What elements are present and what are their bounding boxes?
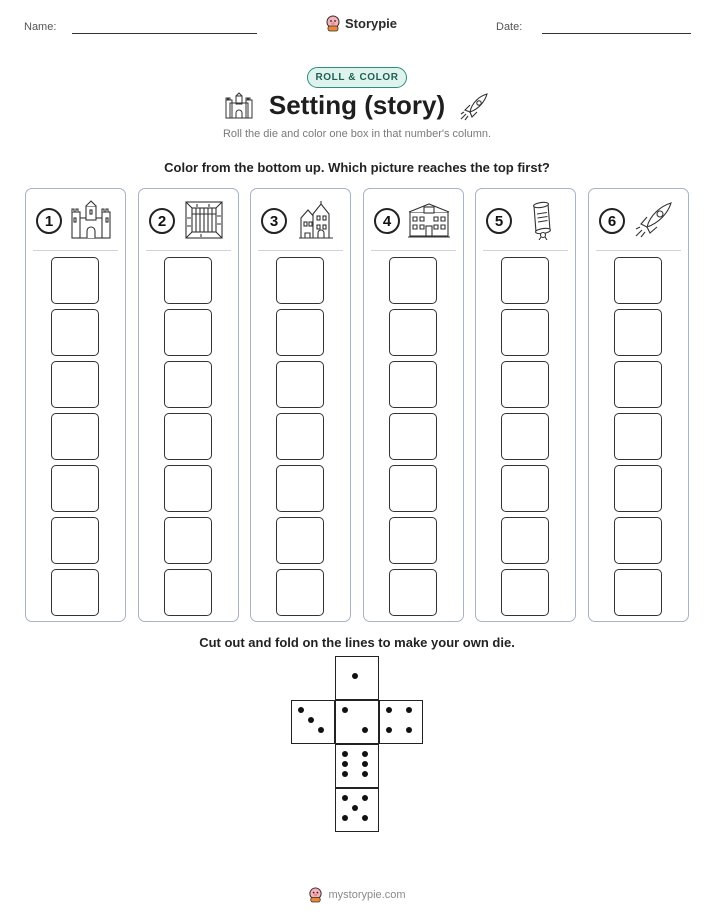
school-building-icon <box>408 200 450 240</box>
color-box[interactable] <box>276 361 324 408</box>
scroll-icon <box>520 200 562 240</box>
roll-column-1 <box>25 188 126 622</box>
column-number: 6 <box>599 208 625 234</box>
page-title: Setting (story) <box>268 90 446 120</box>
die-pip <box>362 727 368 733</box>
die-face-3 <box>291 700 335 744</box>
die-pip <box>386 707 392 713</box>
die-face-2 <box>335 700 379 744</box>
column-number: 3 <box>261 208 287 234</box>
rocket-icon <box>633 200 675 240</box>
footer-url[interactable]: mystorypie.com <box>328 888 406 901</box>
color-box[interactable] <box>501 517 549 564</box>
column-divider <box>483 250 568 251</box>
color-box[interactable] <box>389 361 437 408</box>
color-box[interactable] <box>614 361 662 408</box>
column-header <box>589 189 688 251</box>
color-box[interactable] <box>51 309 99 356</box>
color-box[interactable] <box>51 413 99 460</box>
color-box[interactable] <box>389 517 437 564</box>
die-pip <box>406 707 412 713</box>
color-box[interactable] <box>501 257 549 304</box>
color-box[interactable] <box>389 257 437 304</box>
roll-column-6 <box>588 188 689 622</box>
color-box[interactable] <box>51 517 99 564</box>
haunted-house-icon <box>295 200 337 240</box>
die-face-4 <box>379 700 423 744</box>
column-number: 4 <box>374 208 400 234</box>
die-pip <box>362 815 368 821</box>
rocket-title-icon <box>458 92 490 122</box>
pig-mascot-icon <box>325 14 341 32</box>
color-box[interactable] <box>501 309 549 356</box>
die-pip <box>342 771 348 777</box>
column-header <box>476 189 575 251</box>
color-box[interactable] <box>614 309 662 356</box>
date-line[interactable] <box>542 33 691 34</box>
color-box[interactable] <box>276 465 324 512</box>
color-box[interactable] <box>501 465 549 512</box>
column-divider <box>33 250 118 251</box>
color-box[interactable] <box>501 569 549 616</box>
roll-column-2 <box>138 188 239 622</box>
color-box[interactable] <box>614 465 662 512</box>
column-header <box>251 189 350 251</box>
die-pip <box>362 751 368 757</box>
color-box[interactable] <box>276 309 324 356</box>
prison-window-icon <box>183 200 225 240</box>
color-box[interactable] <box>501 361 549 408</box>
column-divider <box>258 250 343 251</box>
color-box[interactable] <box>389 309 437 356</box>
color-box[interactable] <box>164 465 212 512</box>
roll-column-5 <box>475 188 576 622</box>
brand-name: Storypie <box>345 15 398 31</box>
die-face-1 <box>335 656 379 700</box>
die-pip <box>342 751 348 757</box>
die-pip <box>362 761 368 767</box>
activity-badge: ROLL & COLOR <box>307 67 407 88</box>
color-box[interactable] <box>389 569 437 616</box>
color-box[interactable] <box>276 569 324 616</box>
column-divider <box>146 250 231 251</box>
color-box[interactable] <box>164 517 212 564</box>
instruction-text: Color from the bottom up. Which picture reaches the top first? <box>164 160 550 175</box>
die-pip <box>406 727 412 733</box>
color-box[interactable] <box>164 257 212 304</box>
die-pip <box>342 707 348 713</box>
roll-column-4 <box>363 188 464 622</box>
die-pip <box>342 761 348 767</box>
color-box[interactable] <box>164 413 212 460</box>
pig-mascot-icon <box>308 886 323 903</box>
color-box[interactable] <box>614 569 662 616</box>
die-pip <box>318 727 324 733</box>
color-box[interactable] <box>276 413 324 460</box>
color-box[interactable] <box>51 465 99 512</box>
column-number: 1 <box>36 208 62 234</box>
die-pip <box>308 717 314 723</box>
die-pip <box>362 771 368 777</box>
die-pip <box>352 673 358 679</box>
roll-column-3 <box>250 188 351 622</box>
color-box[interactable] <box>614 413 662 460</box>
color-box[interactable] <box>501 413 549 460</box>
die-instruction: Cut out and fold on the lines to make your own die. <box>199 635 515 650</box>
column-header <box>139 189 238 251</box>
color-box[interactable] <box>164 309 212 356</box>
color-box[interactable] <box>51 569 99 616</box>
color-box[interactable] <box>389 465 437 512</box>
color-box[interactable] <box>276 517 324 564</box>
color-box[interactable] <box>51 361 99 408</box>
die-pip <box>342 795 348 801</box>
castle-icon <box>70 200 112 240</box>
page-subtitle: Roll the die and color one box in that number's column. <box>222 128 492 140</box>
color-box[interactable] <box>164 569 212 616</box>
date-label: Date: <box>496 21 523 33</box>
brand-logo <box>325 14 397 32</box>
color-box[interactable] <box>164 361 212 408</box>
column-header <box>364 189 463 251</box>
column-number: 5 <box>486 208 512 234</box>
die-pip <box>352 805 358 811</box>
color-box[interactable] <box>51 257 99 304</box>
column-divider <box>371 250 456 251</box>
die-pip <box>362 795 368 801</box>
column-number: 2 <box>149 208 175 234</box>
die-face-6 <box>335 744 379 788</box>
die-face-5 <box>335 788 379 832</box>
die-pip <box>386 727 392 733</box>
die-pip <box>342 815 348 821</box>
column-divider <box>596 250 681 251</box>
color-box[interactable] <box>614 257 662 304</box>
name-line[interactable] <box>72 33 257 34</box>
footer <box>0 886 714 903</box>
color-box[interactable] <box>276 257 324 304</box>
column-header <box>26 189 125 251</box>
color-box[interactable] <box>614 517 662 564</box>
die-pip <box>298 707 304 713</box>
color-box[interactable] <box>389 413 437 460</box>
name-label: Name: <box>24 21 57 33</box>
